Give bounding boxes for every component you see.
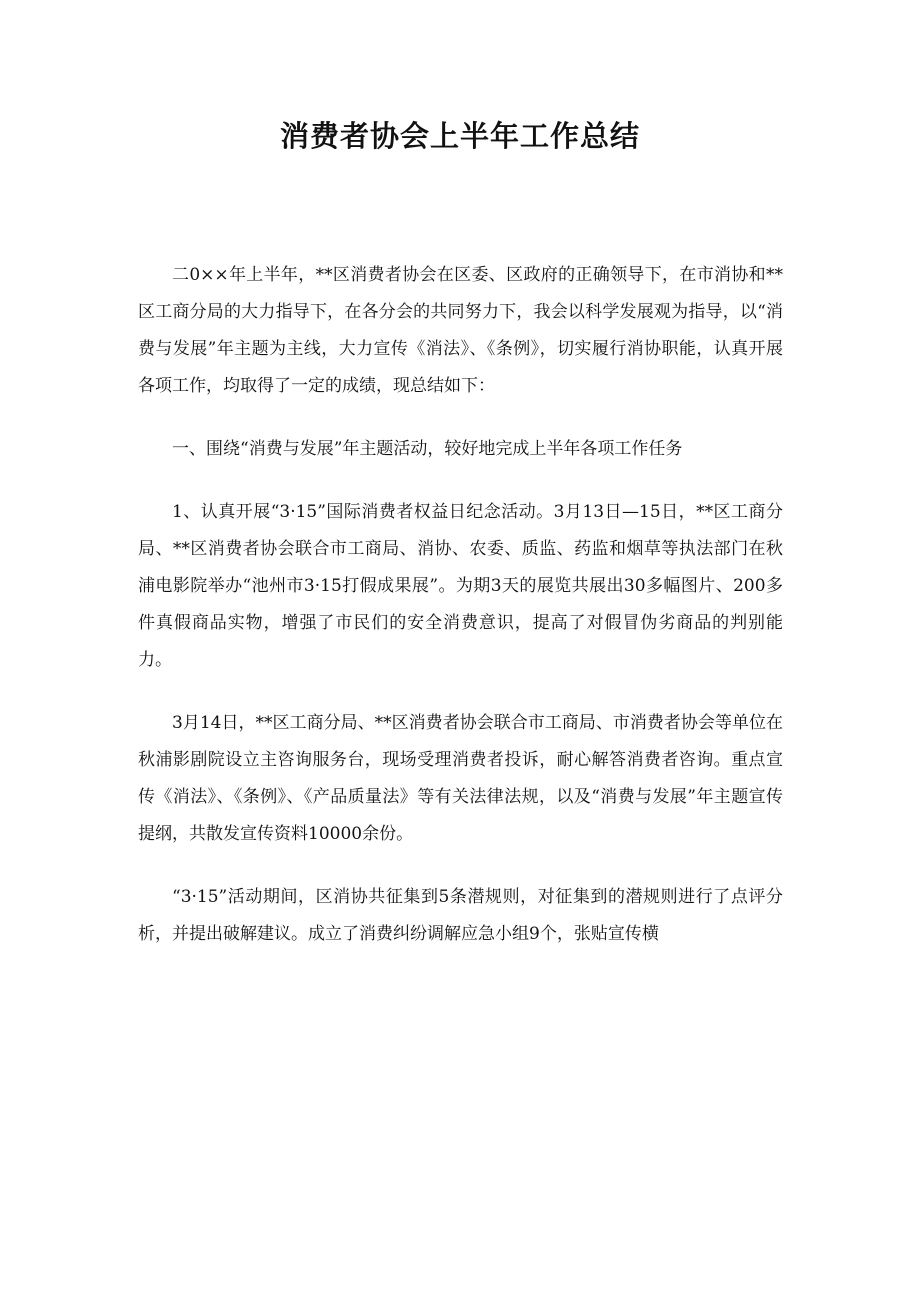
section-heading-1: 一、围绕“消费与发展”年主题活动，较好地完成上半年各项工作任务: [172, 439, 683, 459]
document-body: [138, 257, 783, 979]
paragraph-hidden-rules: “3·15”活动期间，区消协共征集到5条潜规则，对征集到的潜规则进行了点评分析，并提出破解建议。成立了消费纠纷调解应急小组9个，张贴宣传横: [138, 887, 783, 944]
document-title: 消费者协会上半年工作总结: [279, 119, 640, 153]
paragraph-315-exhibition: 1、认真开展“3·15”国际消费者权益日纪念活动。3月13日—15日，**区工商分局、**区消费者协会联合市工商局、消协、农委、质监、药监和烟草等执法部门在秋浦电影院举办“池州市3·15打假成果展”。为期3天的展览共展出30多幅图片、200多件真假商品实物，增强了市民们的安全消费意识，提高了对假冒伪劣商品的判别能力。: [138, 502, 783, 670]
paragraph-intro: 二0××年上半年，**区消费者协会在区委、区政府的正确领导下，在市消协和**区工商分局的大力指导下，在各分会的共同努力下，我会以科学发展观为指导，以“消费与发展”年主题为主线，大力宣传《消法》、《条例》，切实履行消协职能，认真开展各项工作，均取得了一定的成绩，现总结如下：: [138, 265, 783, 396]
paragraph-consultation: 3月14日，**区工商分局、**区消费者协会联合市工商局、市消费者协会等单位在秋浦影剧院设立主咨询服务台，现场受理消费者投诉，耐心解答消费者咨询。重点宣传《消法》、《条例》、《产品质量法》等有关法律法规，以及“消费与发展”年主题宣传提纲，共散发宣传资料10000余份。: [138, 713, 783, 844]
